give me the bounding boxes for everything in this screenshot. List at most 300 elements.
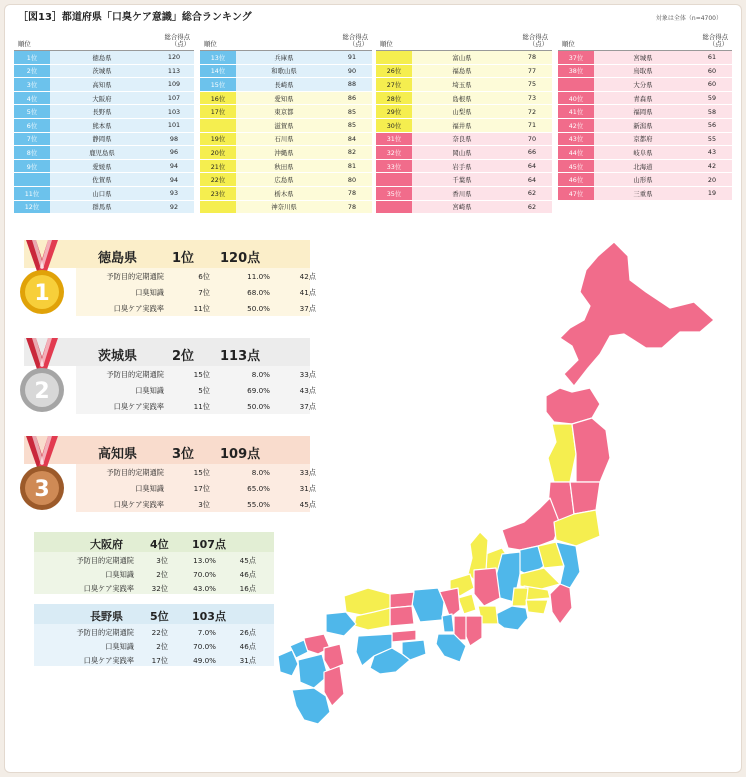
stat-label: 口臭知識 — [105, 642, 134, 651]
top-card-2 — [24, 338, 316, 414]
stat-points: 33点 — [299, 370, 316, 379]
table-row — [558, 146, 732, 160]
stat-percent: 68.0% — [247, 288, 270, 297]
stat-points: 42点 — [299, 272, 316, 281]
table-row — [200, 173, 372, 187]
rank-cell: 42位 — [558, 118, 594, 132]
score-cell: 84 — [332, 132, 372, 146]
rank-cell: 46位 — [558, 173, 594, 187]
rank-cell: 1位 — [14, 51, 50, 65]
top-card-1 — [24, 240, 316, 316]
stat-points: 45点 — [239, 556, 256, 565]
score-cell: 120 — [154, 51, 194, 65]
stat-label: 予防目的定期通院 — [106, 272, 164, 281]
card-pref: 茨城県 — [98, 349, 138, 364]
map-hokkaido — [560, 242, 714, 386]
map-niigata — [502, 498, 560, 550]
map-iwate — [572, 418, 610, 482]
medal-number: 2 — [34, 379, 50, 404]
score-cell: 71 — [512, 118, 552, 132]
rank-cell: 37位 — [558, 51, 594, 65]
rank-cell: 2位 — [14, 64, 50, 78]
stat-rank: 2位 — [156, 570, 168, 579]
table-row — [14, 186, 194, 200]
top-card-3 — [24, 436, 316, 512]
rank-cell: 29位 — [376, 105, 412, 119]
rank-cell: 12位 — [14, 200, 50, 214]
stat-rank: 7位 — [198, 288, 210, 297]
card-score: 120点 — [220, 251, 261, 266]
table-row — [14, 118, 194, 132]
stat-label: 口臭ケア実践率 — [83, 656, 134, 665]
stat-rank: 3位 — [156, 556, 168, 565]
table-row — [376, 132, 552, 146]
stat-label: 予防目的定期通院 — [106, 468, 164, 477]
stat-rank: 22位 — [151, 628, 168, 637]
score-cell: 82 — [332, 146, 372, 160]
table-row — [376, 78, 552, 92]
table-row — [14, 132, 194, 146]
stat-points: 46点 — [239, 570, 256, 579]
stat-percent: 65.0% — [247, 484, 270, 493]
rank-cell: 35位 — [376, 186, 412, 200]
rank-cell: 44位 — [558, 146, 594, 160]
map-chiba — [550, 584, 572, 624]
stat-row — [34, 552, 274, 566]
table-row — [558, 186, 732, 200]
rank-cell: 43位 — [558, 132, 594, 146]
stat-label: 口臭ケア実践率 — [83, 584, 134, 593]
rank-cell: 17位 — [200, 105, 236, 119]
map-oita — [324, 644, 344, 670]
score-cell: 86 — [332, 91, 372, 105]
score-cell: 81 — [332, 159, 372, 173]
stat-rank: 32位 — [151, 584, 168, 593]
stat-rank: 11位 — [193, 304, 210, 313]
table-row — [376, 105, 552, 119]
header-score: 総合得点 （点） — [154, 28, 194, 51]
score-cell: 62 — [512, 200, 552, 214]
pref-cell: 青森県 — [594, 91, 692, 105]
stat-points: 33点 — [299, 468, 316, 477]
pref-cell: 沖縄県 — [236, 146, 332, 160]
rank-cell: 32位 — [376, 146, 412, 160]
rank-cell: 28位 — [376, 91, 412, 105]
rank-cell: 4位 — [14, 91, 50, 105]
header-pref — [236, 28, 332, 51]
medal-number: 3 — [34, 477, 50, 502]
ranking-table-4 — [558, 28, 732, 201]
stat-label: 口臭知識 — [105, 570, 134, 579]
stat-percent: 43.0% — [193, 584, 216, 593]
table-row — [558, 159, 732, 173]
rank-cell: 3位 — [14, 78, 50, 92]
map-osaka — [442, 614, 454, 632]
ranking-table-2 — [200, 28, 372, 214]
pref-cell: 富山県 — [412, 51, 512, 65]
pref-cell: 福島県 — [412, 64, 512, 78]
stat-points: 37点 — [299, 304, 316, 313]
score-cell: 91 — [332, 51, 372, 65]
rank-cell: 14位 — [200, 64, 236, 78]
stat-rank: 11位 — [193, 402, 210, 411]
table-row — [14, 159, 194, 173]
card-rank: 4位 — [150, 538, 169, 551]
table-row — [200, 105, 372, 119]
stat-rank: 17位 — [151, 656, 168, 665]
map-shizuoka — [496, 606, 528, 630]
pref-cell: 和歌山県 — [236, 64, 332, 78]
header-score: 総合得点 （点） — [332, 28, 372, 51]
pref-cell: 兵庫県 — [236, 51, 332, 65]
pref-cell: 京都府 — [594, 132, 692, 146]
header-rank: 順位 — [200, 28, 236, 51]
stat-points: 26点 — [239, 628, 256, 637]
map-okayama — [390, 606, 414, 626]
score-cell: 66 — [512, 146, 552, 160]
score-cell: 20 — [692, 173, 732, 187]
score-cell: 78 — [332, 186, 372, 200]
table-row — [558, 118, 732, 132]
score-cell: 107 — [154, 91, 194, 105]
card-score: 109点 — [220, 447, 261, 462]
score-cell: 58 — [692, 105, 732, 119]
rank-cell — [200, 118, 236, 132]
pref-cell: 宮城県 — [594, 51, 692, 65]
pref-cell: 熊本県 — [50, 118, 154, 132]
score-cell: 61 — [692, 51, 732, 65]
stat-percent: 50.0% — [247, 402, 270, 411]
rank-cell: 45位 — [558, 159, 594, 173]
card-pref: 長野県 — [90, 610, 123, 623]
ranking-table-3 — [376, 28, 552, 214]
map-miyagi — [570, 482, 600, 514]
stat-label: 予防目的定期通院 — [76, 628, 134, 637]
stat-row — [34, 624, 274, 638]
table-row — [200, 200, 372, 214]
rank-card-4 — [34, 532, 274, 594]
pref-cell: 千葉県 — [412, 173, 512, 187]
pref-cell: 岩手県 — [412, 159, 512, 173]
table-row — [376, 51, 552, 65]
table-row — [200, 186, 372, 200]
table-row — [200, 132, 372, 146]
score-cell: 90 — [332, 64, 372, 78]
rank-cell: 11位 — [14, 186, 50, 200]
pref-cell: 大阪府 — [50, 91, 154, 105]
score-cell: 101 — [154, 118, 194, 132]
score-cell: 42 — [692, 159, 732, 173]
stat-label: 口臭ケア実践率 — [113, 500, 164, 509]
score-cell: 60 — [692, 64, 732, 78]
score-cell: 78 — [512, 51, 552, 65]
pref-cell: 鳥取県 — [594, 64, 692, 78]
pref-cell: 福岡県 — [594, 105, 692, 119]
pref-cell: 岐阜県 — [594, 146, 692, 160]
stat-points: 31点 — [299, 484, 316, 493]
stat-percent: 69.0% — [247, 386, 270, 395]
score-cell: 56 — [692, 118, 732, 132]
stat-row — [34, 580, 274, 594]
table-row — [376, 159, 552, 173]
table-row — [14, 200, 194, 214]
pref-cell: 静岡県 — [50, 132, 154, 146]
header-pref — [412, 28, 512, 51]
pref-cell: 愛知県 — [236, 91, 332, 105]
rank-cell — [376, 51, 412, 65]
table-row — [14, 146, 194, 160]
score-cell: 77 — [512, 64, 552, 78]
map-hyogo — [412, 588, 444, 622]
pref-cell: 埼玉県 — [412, 78, 512, 92]
table-row — [558, 105, 732, 119]
header-score: 総合得点 （点） — [692, 28, 732, 51]
table-row — [376, 146, 552, 160]
score-cell: 85 — [332, 105, 372, 119]
stat-label: 口臭知識 — [135, 288, 164, 297]
pref-cell: 高知県 — [50, 78, 154, 92]
score-cell: 113 — [154, 64, 194, 78]
rank-cell: 31位 — [376, 132, 412, 146]
rank-cell: 40位 — [558, 91, 594, 105]
japan-map — [274, 236, 724, 766]
score-cell: 70 — [512, 132, 552, 146]
pref-cell: 大分県 — [594, 78, 692, 92]
card-score: 113点 — [220, 349, 261, 364]
score-cell: 94 — [154, 159, 194, 173]
score-cell: 19 — [692, 186, 732, 200]
card-pref: 高知県 — [98, 447, 138, 462]
table-row — [200, 51, 372, 65]
table-row — [14, 105, 194, 119]
rank-cell — [376, 173, 412, 187]
rank-cell: 38位 — [558, 64, 594, 78]
card-pref: 大阪府 — [90, 538, 123, 551]
score-cell: 85 — [332, 118, 372, 132]
pref-cell: 長野県 — [50, 105, 154, 119]
stat-row — [34, 638, 274, 652]
score-cell: 94 — [154, 173, 194, 187]
table-row — [200, 64, 372, 78]
map-mie — [464, 616, 482, 646]
stat-rank: 5位 — [198, 386, 210, 395]
map-kanagawa — [526, 600, 548, 614]
pref-cell: 群馬県 — [50, 200, 154, 214]
pref-cell: 佐賀県 — [50, 173, 154, 187]
score-cell: 60 — [692, 78, 732, 92]
stat-points: 16点 — [239, 584, 256, 593]
table-row — [376, 64, 552, 78]
pref-cell: 北海道 — [594, 159, 692, 173]
header-rank: 順位 — [376, 28, 412, 51]
table-row — [14, 173, 194, 187]
score-cell: 96 — [154, 146, 194, 160]
rank-cell: 33位 — [376, 159, 412, 173]
medal-icon — [16, 238, 68, 318]
pref-cell: 福井県 — [412, 118, 512, 132]
stat-points: 45点 — [299, 500, 316, 509]
rank-cell: 27位 — [376, 78, 412, 92]
rank-cell: 22位 — [200, 173, 236, 187]
table-row — [14, 64, 194, 78]
stat-rank: 15位 — [193, 468, 210, 477]
rank-cell: 30位 — [376, 118, 412, 132]
pref-cell: 岡山県 — [412, 146, 512, 160]
stat-rank: 6位 — [198, 272, 210, 281]
stat-label: 口臭ケア実践率 — [113, 304, 164, 313]
score-cell: 109 — [154, 78, 194, 92]
stat-percent: 8.0% — [251, 468, 270, 477]
card-header — [34, 604, 274, 624]
rank-cell: 20位 — [200, 146, 236, 160]
stat-label: 予防目的定期通院 — [76, 556, 134, 565]
rank-cell: 26位 — [376, 64, 412, 78]
card-pref: 徳島県 — [98, 251, 138, 266]
rank-cell — [14, 173, 50, 187]
pref-cell: 新潟県 — [594, 118, 692, 132]
score-cell: 62 — [512, 186, 552, 200]
header-pref — [594, 28, 692, 51]
score-cell: 55 — [692, 132, 732, 146]
table-row — [376, 200, 552, 214]
table-row — [376, 118, 552, 132]
header-rank: 順位 — [14, 28, 50, 51]
table-row — [376, 186, 552, 200]
rank-cell — [200, 200, 236, 214]
rank-cell: 47位 — [558, 186, 594, 200]
score-cell: 43 — [692, 146, 732, 160]
map-kagawa — [392, 630, 416, 642]
card-rank: 3位 — [172, 447, 195, 462]
table-row — [376, 91, 552, 105]
pref-cell: 東京都 — [236, 105, 332, 119]
card-rank: 5位 — [150, 610, 169, 623]
rank-cell: 15位 — [200, 78, 236, 92]
rank-cell: 5位 — [14, 105, 50, 119]
figure-title: ［図13］都道府県「口臭ケア意識」総合ランキング — [18, 12, 252, 23]
rank-cell: 13位 — [200, 51, 236, 65]
score-cell: 64 — [512, 159, 552, 173]
stat-rank: 15位 — [193, 370, 210, 379]
stat-label: 予防目的定期通院 — [106, 370, 164, 379]
stat-rank: 2位 — [156, 642, 168, 651]
pref-cell: 三重県 — [594, 186, 692, 200]
table-row — [200, 159, 372, 173]
score-cell: 78 — [332, 200, 372, 214]
map-yamanashi — [512, 588, 528, 606]
pref-cell: 宮崎県 — [412, 200, 512, 214]
score-cell: 88 — [332, 78, 372, 92]
card-score: 103点 — [192, 610, 226, 623]
pref-cell: 茨城県 — [50, 64, 154, 78]
table-row — [200, 91, 372, 105]
score-cell: 103 — [154, 105, 194, 119]
card-rank: 2位 — [172, 349, 195, 364]
rank-cell — [376, 200, 412, 214]
score-cell: 75 — [512, 78, 552, 92]
stat-percent: 13.0% — [193, 556, 216, 565]
rank-cell: 8位 — [14, 146, 50, 160]
stat-label: 口臭ケア実践率 — [113, 402, 164, 411]
card-stats — [34, 552, 274, 594]
table-row — [200, 118, 372, 132]
header-rank: 順位 — [558, 28, 594, 51]
rank-cell: 6位 — [14, 118, 50, 132]
rank-cell: 16位 — [200, 91, 236, 105]
stat-percent: 50.0% — [247, 304, 270, 313]
stat-percent: 70.0% — [193, 570, 216, 579]
table-row — [558, 132, 732, 146]
stat-percent: 11.0% — [247, 272, 270, 281]
score-cell: 64 — [512, 173, 552, 187]
pref-cell: 山梨県 — [412, 105, 512, 119]
rank-cell: 19位 — [200, 132, 236, 146]
table-row — [558, 91, 732, 105]
stat-points: 43点 — [299, 386, 316, 395]
rank-cell: 7位 — [14, 132, 50, 146]
stat-points: 37点 — [299, 402, 316, 411]
map-akita — [548, 424, 576, 482]
stat-rank: 3位 — [198, 500, 210, 509]
score-cell: 80 — [332, 173, 372, 187]
stat-label: 口臭知識 — [135, 386, 164, 395]
stat-percent: 55.0% — [247, 500, 270, 509]
table-row — [14, 78, 194, 92]
header-pref — [50, 28, 154, 51]
stat-percent: 7.0% — [197, 628, 216, 637]
table-row — [200, 146, 372, 160]
stat-row — [34, 566, 274, 580]
pref-cell: 徳島県 — [50, 51, 154, 65]
pref-cell: 神奈川県 — [236, 200, 332, 214]
stat-label: 口臭知識 — [135, 484, 164, 493]
stat-percent: 8.0% — [251, 370, 270, 379]
pref-cell: 山口県 — [50, 186, 154, 200]
map-yamaguchi — [326, 612, 356, 636]
table-row — [558, 173, 732, 187]
rank-cell: 9位 — [14, 159, 50, 173]
stat-percent: 70.0% — [193, 642, 216, 651]
pref-cell: 秋田県 — [236, 159, 332, 173]
medal-number: 1 — [34, 281, 50, 306]
pref-cell: 栃木県 — [236, 186, 332, 200]
header-score: 総合得点 （点） — [512, 28, 552, 51]
pref-cell: 山形県 — [594, 173, 692, 187]
pref-cell: 広島県 — [236, 173, 332, 187]
pref-cell: 愛媛県 — [50, 159, 154, 173]
table-row — [558, 51, 732, 65]
figure-subtitle: 対象は全体（n=4700） — [655, 15, 722, 22]
stat-points: 41点 — [299, 288, 316, 297]
stat-row — [34, 652, 274, 666]
stat-points: 31点 — [239, 656, 256, 665]
pref-cell: 奈良県 — [412, 132, 512, 146]
rank-cell: 23位 — [200, 186, 236, 200]
score-cell: 93 — [154, 186, 194, 200]
stat-points: 46点 — [239, 642, 256, 651]
rank-card-5 — [34, 604, 274, 666]
rank-cell: 41位 — [558, 105, 594, 119]
score-cell: 72 — [512, 105, 552, 119]
score-cell: 73 — [512, 91, 552, 105]
pref-cell: 長崎県 — [236, 78, 332, 92]
pref-cell: 滋賀県 — [236, 118, 332, 132]
card-score: 107点 — [192, 538, 226, 551]
score-cell: 98 — [154, 132, 194, 146]
table-row — [14, 91, 194, 105]
card-header — [34, 532, 274, 552]
score-cell: 92 — [154, 200, 194, 214]
